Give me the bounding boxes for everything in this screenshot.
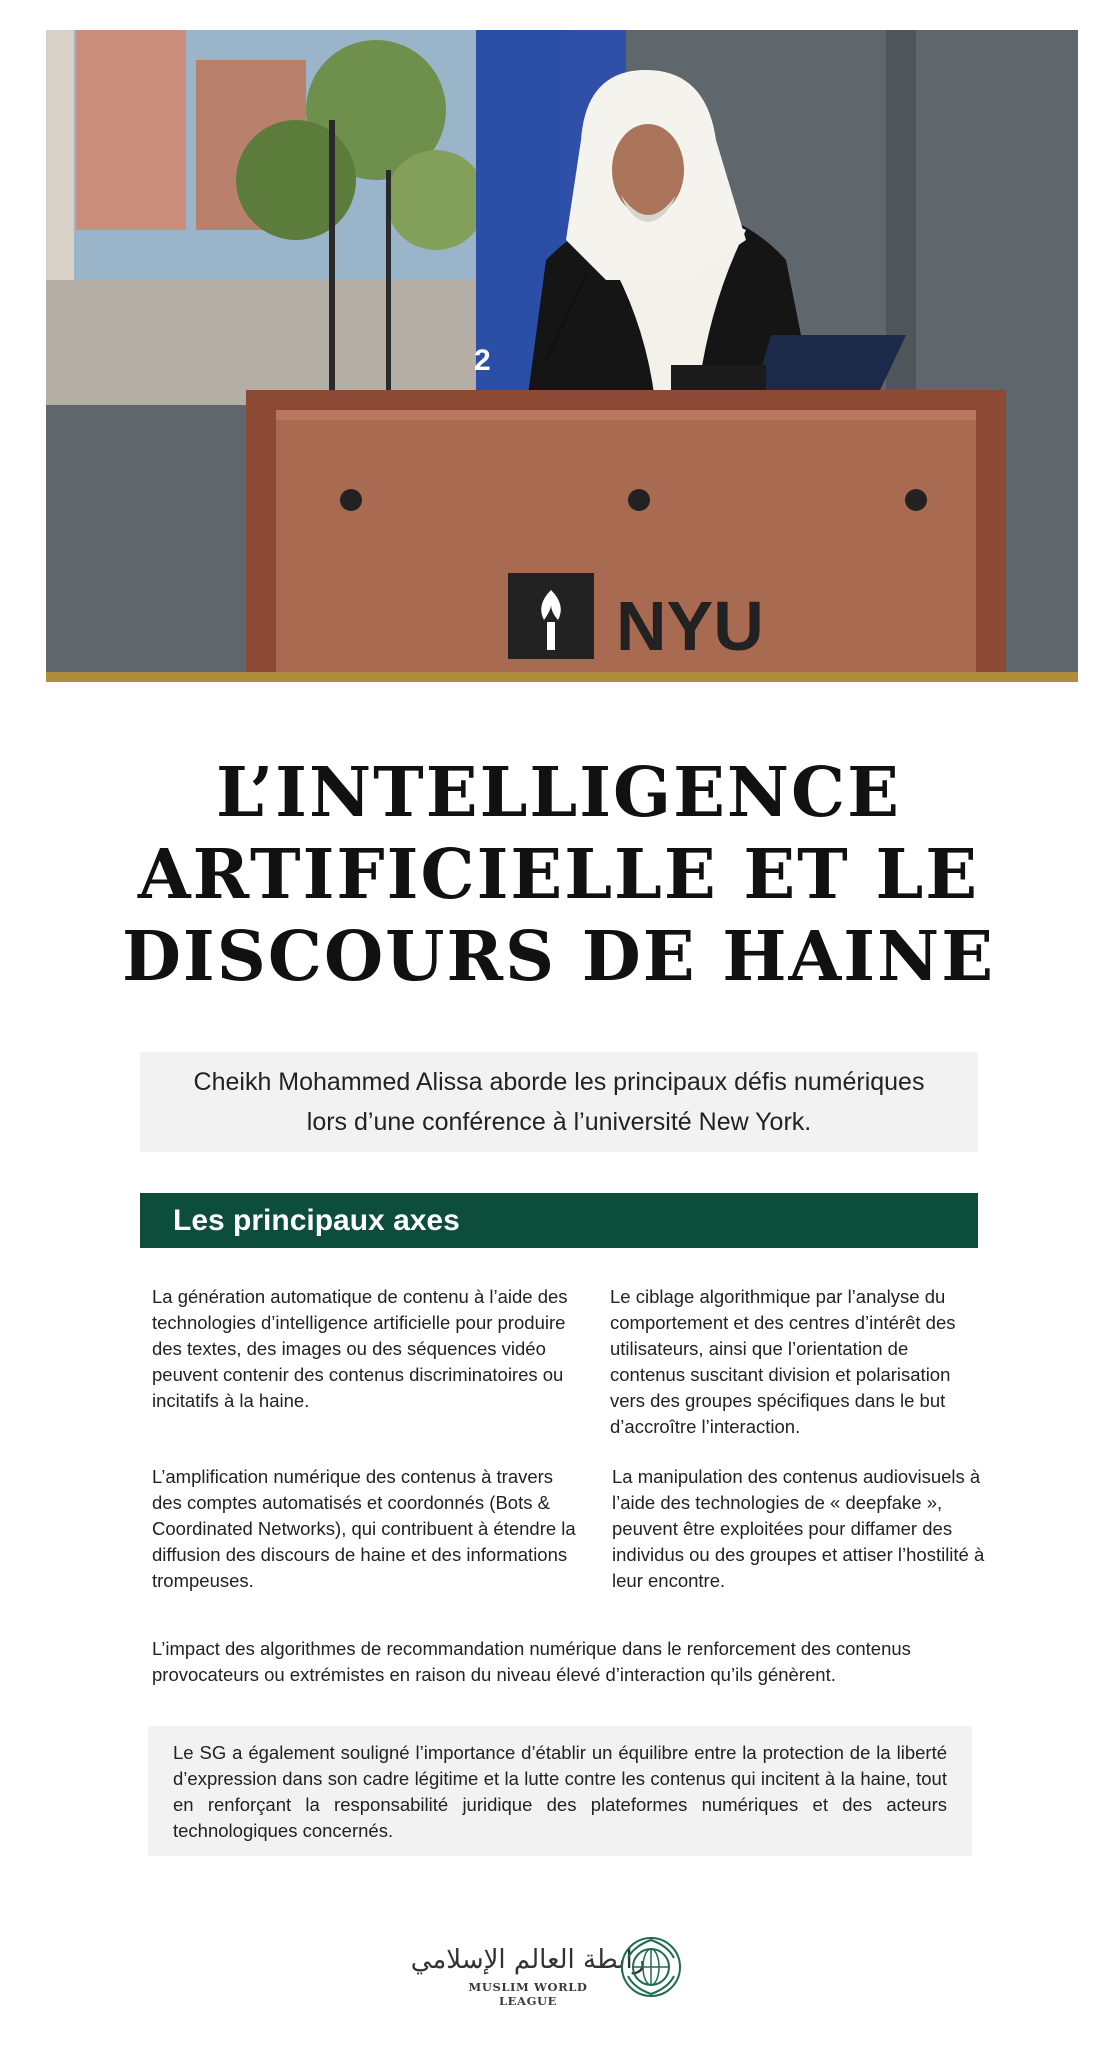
logo-arabic-calligraphy xyxy=(410,1936,646,1978)
header-photo xyxy=(46,30,1078,682)
conclusion-text: Le SG a également souligné l’importance d’établir un équilibre entre la protection de la liberté d’expression dans son cadre légitime et la lutte contre les contenus qui incitent à la haine, tout en renforçant la responsabilité juridique des plateformes numériques et des acteurs technologiques concernés. xyxy=(173,1742,947,1841)
subtitle-text: Cheikh Mohammed Alissa aborde les principaux défis numériques lors d’une conférence à l’université New York. xyxy=(193,1068,925,1136)
podium-brand: NYU xyxy=(616,587,764,665)
svg-text:رابطة العالم الإسلامي: رابطة العالم الإسلامي xyxy=(410,1945,646,1975)
point-content-generation: La génération automatique de contenu à l’aide des technologies d’intelligence artificielle pour produire des textes, des images ou des séquences vidéo peuvent contenir des contenus discriminatoires ou incitatifs à la haine. xyxy=(152,1286,568,1411)
point-digital-amplification: L’amplification numérique des contenus à travers des comptes automatisés et coordonnés (Bots & Coordinated Networks), qui contribuent à étendre la diffusion des discours de haine et des informations trompeuses. xyxy=(152,1466,576,1591)
page-title xyxy=(90,752,1027,998)
section-header xyxy=(140,1193,978,1248)
logo-text: MUSLIM WORLD LEAGUE xyxy=(468,1980,588,2008)
subtitle-box xyxy=(140,1052,978,1152)
title-line-3: DISCOURS DE HAINE xyxy=(121,917,996,997)
conclusion-box xyxy=(148,1726,972,1856)
section-header-label: Les principaux axes xyxy=(173,1204,460,1237)
muslim-world-league-logo xyxy=(410,1936,690,2008)
title-line-1: L’INTELLIGENCE xyxy=(215,753,902,833)
title-line-2: ARTIFICIELLE ET LE xyxy=(137,835,980,915)
speaker-at-podium-image xyxy=(46,30,1078,682)
globe-emblem-icon xyxy=(620,1936,682,1998)
point-recommendation-algorithms: L’impact des algorithmes de recommandation numérique dans le renforcement des contenus provocateurs ou extrémistes en raison du niveau élevé d’interaction qu’ils génèrent. xyxy=(152,1638,911,1685)
point-algorithmic-targeting: Le ciblage algorithmique par l’analyse du comportement et des centres d’intérêt des utilisateurs, ainsi que l’orientation de contenus suscitant division et polarisation vers des groupes spécifiques dans le but d’accroître l’interaction. xyxy=(610,1286,956,1437)
photo-gold-bar xyxy=(46,672,1078,682)
screen-number: 2 xyxy=(474,344,491,377)
point-deepfake-manipulation: La manipulation des contenus audiovisuels à l’aide des technologies de « deepfake », peuvent être exploitées pour diffamer des individus ou des groupes et attiser l’hostilité à leur encontre. xyxy=(612,1466,985,1591)
